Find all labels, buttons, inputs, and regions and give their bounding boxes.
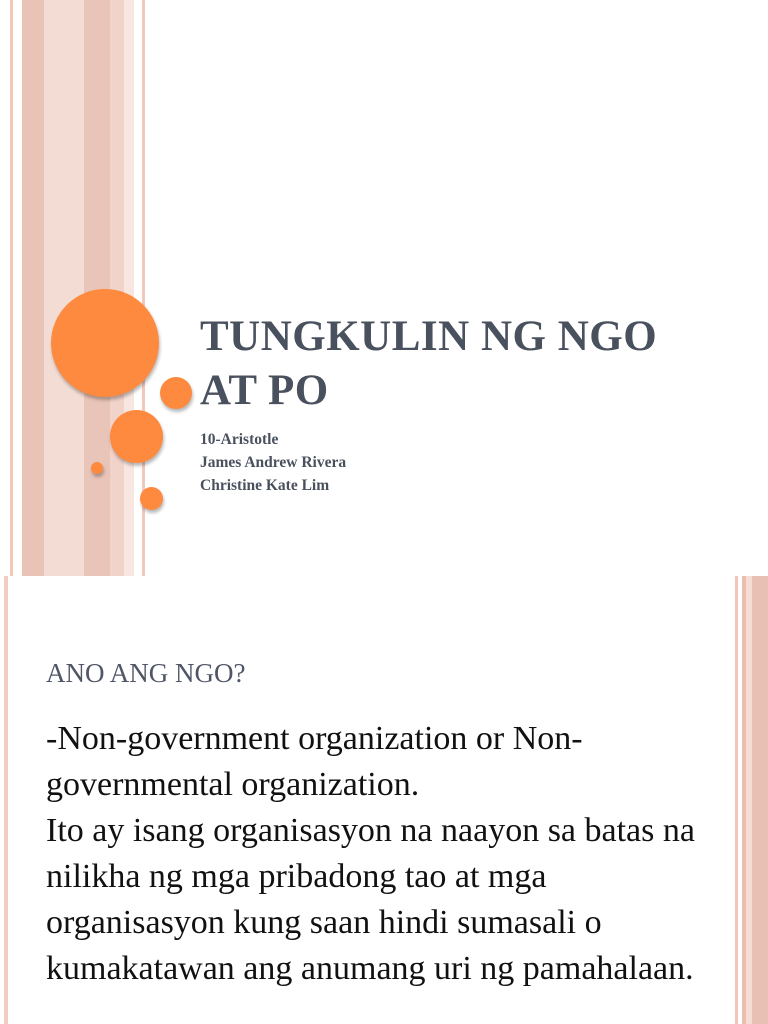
stripe — [752, 576, 768, 1024]
subtitle-line: Christine Kate Lim — [200, 477, 330, 494]
stripe — [4, 576, 8, 1024]
title-line: TUNGKULIN NG NGO — [200, 313, 658, 360]
stripe — [84, 0, 110, 576]
subtitle-line: James Andrew Rivera — [200, 454, 347, 471]
stripe — [735, 576, 738, 1024]
slide-subtitle — [200, 428, 346, 497]
stripe — [22, 0, 44, 576]
small-circle — [140, 487, 163, 510]
large-circle — [51, 289, 159, 397]
content-slide — [0, 576, 768, 1024]
slide-body — [46, 716, 706, 992]
stripe — [10, 0, 13, 576]
stripe — [44, 0, 84, 576]
body-paragraph: Ito ay isang organisasyon na naayon sa batas na nilikha ng mga pribadong tao at mga organisasyon kung saan hindi sumasali o kumakatawan ang anumang uri ng pamahalaan. — [46, 812, 695, 987]
small-circle — [160, 377, 192, 409]
medium-circle — [110, 410, 163, 463]
slide-title — [200, 310, 740, 418]
stripe — [124, 0, 134, 576]
title-line: AT PO — [200, 367, 329, 414]
body-paragraph: -Non-government organization or Non-governmental organization. — [46, 720, 583, 803]
slide-heading: ANO ANG NGO? — [46, 658, 246, 688]
stripe — [110, 0, 124, 576]
tiny-circle — [91, 462, 103, 474]
subtitle-line: 10-Aristotle — [200, 431, 279, 448]
